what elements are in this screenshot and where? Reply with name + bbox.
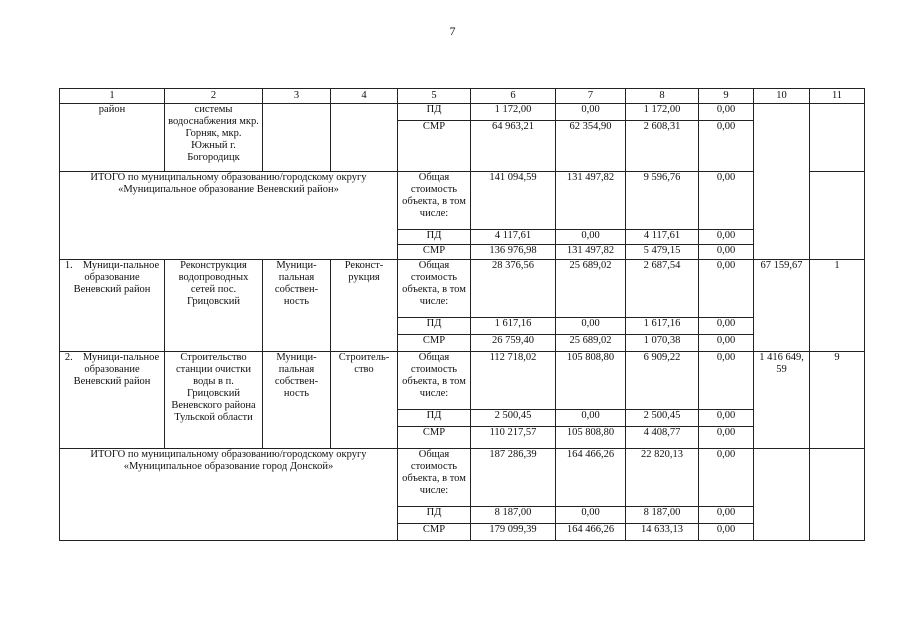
cell-value: 14 633,13	[626, 524, 699, 541]
cell-value: 0,00	[556, 410, 626, 427]
investment-table	[59, 88, 865, 541]
cell-municipality: район	[60, 104, 165, 172]
cell-value: 105 808,80	[556, 427, 626, 449]
table-row	[60, 172, 865, 230]
cell-value: 1 172,00	[626, 104, 699, 121]
cell-object-name: Строительство станции очистки воды в п. Грицовский Веневского района Тульской области	[165, 352, 263, 449]
cell-cost-type: Общая стоимость объекта, в том числе:	[398, 172, 471, 230]
table-row	[60, 260, 865, 318]
cell-cost-type: ПД	[398, 507, 471, 524]
cell-value: 0,00	[699, 507, 754, 524]
cell-value: 0,00	[699, 524, 754, 541]
cell-cost-type: Общая стоимость объекта, в том числе:	[398, 260, 471, 318]
cell-cost-type: ПД	[398, 318, 471, 335]
cell-value: 110 217,57	[471, 427, 556, 449]
cell-cost-type: ПД	[398, 104, 471, 121]
municipality-text: Муници-пальное образование Веневский район	[73, 352, 160, 387]
cell-value: 131 497,82	[556, 245, 626, 260]
cell-value: 0,00	[699, 245, 754, 260]
cell-value: 64 963,21	[471, 121, 556, 172]
cell-value: 0,00	[556, 318, 626, 335]
cell-cost-type: СМР	[398, 524, 471, 541]
cell-value: 131 497,82	[556, 172, 626, 230]
table-row	[60, 449, 865, 507]
cell-value: 0,00	[699, 172, 754, 230]
cell-value: 0,00	[556, 104, 626, 121]
cell-object-name: системы водоснабжения мкр. Горняк, мкр. Южный г. Богородицк	[165, 104, 263, 172]
cell-value: 22 820,13	[626, 449, 699, 507]
cell-value: 1 070,38	[626, 335, 699, 352]
cell-value: 0,00	[699, 121, 754, 172]
column-header-row	[60, 89, 865, 104]
column-header: 5	[398, 89, 471, 104]
cell-value: 179 099,39	[471, 524, 556, 541]
cell-value: 8 187,00	[626, 507, 699, 524]
cell-work-type	[331, 104, 398, 172]
cell-col10-empty	[754, 449, 810, 541]
column-header: 10	[754, 89, 810, 104]
cell-value: 0,00	[556, 507, 626, 524]
cell-value: 26 759,40	[471, 335, 556, 352]
column-header: 2	[165, 89, 263, 104]
column-header: 9	[699, 89, 754, 104]
cell-municipality	[60, 260, 165, 352]
cell-value: 0,00	[699, 352, 754, 410]
cell-value: 9 596,76	[626, 172, 699, 230]
cell-col10-empty	[754, 104, 810, 260]
cell-value: 6 909,22	[626, 352, 699, 410]
cell-value: 2 500,45	[471, 410, 556, 427]
cell-value: 8 187,00	[471, 507, 556, 524]
table-row	[60, 352, 865, 410]
cell-cost-type: СМР	[398, 427, 471, 449]
cell-value: 2 500,45	[626, 410, 699, 427]
cell-value: 0,00	[699, 410, 754, 427]
cell-value: 0,00	[699, 104, 754, 121]
cell-total-cost: 1 416 649, 59	[754, 352, 810, 449]
cell-value: 62 354,90	[556, 121, 626, 172]
cell-value: 2 608,31	[626, 121, 699, 172]
cell-value: 0,00	[699, 260, 754, 318]
cell-cost-type: Общая стоимость объекта, в том числе:	[398, 352, 471, 410]
cell-work-type: Реконст-рукция	[331, 260, 398, 352]
column-header: 4	[331, 89, 398, 104]
cell-value: 1 617,16	[471, 318, 556, 335]
cell-value: 141 094,59	[471, 172, 556, 230]
cell-municipality	[60, 352, 165, 449]
column-header: 8	[626, 89, 699, 104]
cell-value: 164 466,26	[556, 449, 626, 507]
cell-value: 187 286,39	[471, 449, 556, 507]
page-number: 7	[449, 24, 456, 38]
cell-value: 28 376,56	[471, 260, 556, 318]
cell-count: 1	[810, 260, 865, 352]
cell-value: 0,00	[556, 230, 626, 245]
cell-value: 25 689,02	[556, 335, 626, 352]
cell-count: 9	[810, 352, 865, 449]
cell-object-name: Реконструкция водопроводных сетей пос. Грицовский	[165, 260, 263, 352]
cell-cost-type: ПД	[398, 230, 471, 245]
row-number: 1.	[64, 260, 73, 271]
cell-value: 4 117,61	[626, 230, 699, 245]
cell-work-type: Строитель-ство	[331, 352, 398, 449]
cell-value: 0,00	[699, 230, 754, 245]
cell-cost-type: ПД	[398, 410, 471, 427]
cell-col11-empty	[810, 449, 865, 541]
column-header: 11	[810, 89, 865, 104]
cell-cost-type: СМР	[398, 335, 471, 352]
cell-value: 4 408,77	[626, 427, 699, 449]
cell-value: 0,00	[699, 318, 754, 335]
total-label: ИТОГО по муниципальному образованию/городскому округу «Муниципальное образование Веневский район»	[60, 172, 398, 260]
cell-value: 112 718,02	[471, 352, 556, 410]
cell-col11-empty	[810, 104, 865, 172]
table-row	[60, 104, 865, 121]
cell-ownership: Муници-пальная собствен-ность	[263, 352, 331, 449]
cell-cost-type: СМР	[398, 121, 471, 172]
column-header: 7	[556, 89, 626, 104]
cell-value: 5 479,15	[626, 245, 699, 260]
total-label: ИТОГО по муниципальному образованию/городскому округу «Муниципальное образование город Донской»	[60, 449, 398, 541]
cell-value: 4 117,61	[471, 230, 556, 245]
cell-value: 105 808,80	[556, 352, 626, 410]
cell-value: 1 172,00	[471, 104, 556, 121]
cell-value: 164 466,26	[556, 524, 626, 541]
row-number: 2.	[64, 352, 73, 363]
cell-col11-empty	[810, 172, 865, 260]
cell-total-cost: 67 159,67	[754, 260, 810, 352]
cell-value: 0,00	[699, 449, 754, 507]
cell-value: 2 687,54	[626, 260, 699, 318]
cell-value: 1 617,16	[626, 318, 699, 335]
column-header: 3	[263, 89, 331, 104]
cell-ownership: Муници-пальная собствен-ность	[263, 260, 331, 352]
cell-value: 0,00	[699, 427, 754, 449]
column-header: 6	[471, 89, 556, 104]
cell-cost-type: СМР	[398, 245, 471, 260]
column-header: 1	[60, 89, 165, 104]
cell-value: 25 689,02	[556, 260, 626, 318]
cell-cost-type: Общая стоимость объекта, в том числе:	[398, 449, 471, 507]
municipality-text: Муници-пальное образование Веневский район	[73, 260, 160, 295]
cell-value: 0,00	[699, 335, 754, 352]
cell-value: 136 976,98	[471, 245, 556, 260]
cell-ownership	[263, 104, 331, 172]
